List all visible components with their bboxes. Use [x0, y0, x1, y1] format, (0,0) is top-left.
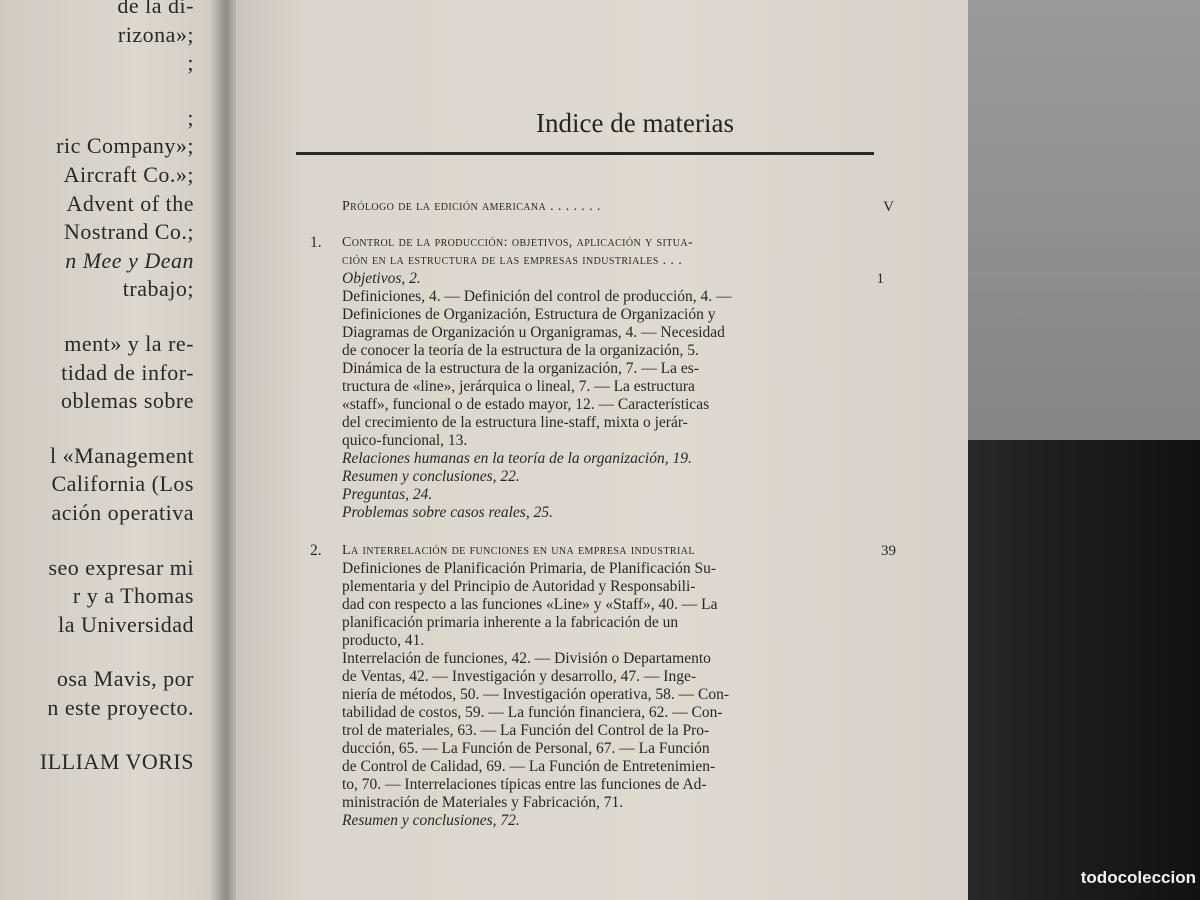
toc-chapter-number: 1. [310, 234, 322, 251]
toc-line: Diagramas de Organización u Organigramas, 4. — Necesidad [342, 324, 725, 341]
toc-line: Control de la producción: objetivos, aplicación y situa- [342, 235, 694, 250]
left-line: ; [187, 50, 194, 76]
left-line [0, 304, 194, 330]
toc-line: Resumen y conclusiones, 72. [342, 812, 520, 829]
toc-page-number: 1 [876, 271, 884, 287]
toc-line: dad con respecto a las funciones «Line» y «Staff», 40. — La [342, 596, 718, 613]
left-line: rizona»; [117, 21, 194, 47]
left-line: Nostrand Co.; [64, 219, 194, 245]
left-line: ación operativa [51, 499, 194, 525]
toc-entry-chapter-1 [310, 234, 884, 522]
toc-line: Problemas sobre casos reales, 25. [342, 504, 553, 521]
toc-line: Definiciones, 4. — Definición del control de producción, 4. — [342, 288, 732, 305]
left-book-page [0, 0, 230, 900]
left-line [0, 416, 194, 442]
toc-page-number: V [883, 199, 894, 215]
toc-line: to, 70. — Interrelaciones típicas entre las funciones de Ad- [342, 776, 707, 793]
toc-line: producto, 41. [342, 632, 425, 649]
toc-line: planificación primaria inherente a la fabricación de un [342, 614, 679, 631]
toc-line: Prólogo de la edición americana . . . . . . . [342, 199, 601, 214]
toc-line: Resumen y conclusiones, 22. [342, 468, 520, 485]
toc-line: ción en la estructura de las empresas industriales . . . [342, 253, 683, 268]
toc-entry-chapter-2 [310, 542, 896, 830]
toc-line: La interrelación de funciones en una empresa industrial [342, 543, 695, 558]
toc-line: ministración de Materiales y Fabricación, 71. [342, 794, 624, 811]
toc-line: Definiciones de Planificación Primaria, de Planificación Su- [342, 560, 717, 577]
left-line: seo expresar mi [48, 554, 194, 580]
toc-line: niería de métodos, 50. — Investigación operativa, 58. — Con- [342, 686, 729, 703]
toc-line: «staff», funcional o de estado mayor, 12. — Características [342, 396, 710, 413]
toc-line: tructura de «line», jerárquica o lineal, 7. — La estructura [342, 378, 695, 395]
grey-card-background [960, 0, 1200, 440]
left-line: r y a Thomas [72, 583, 194, 609]
left-line: ric Company»; [56, 133, 194, 159]
left-page-text [0, 0, 194, 777]
toc-line: de Control de Calidad, 69. — La Función de Entretenimien- [342, 758, 716, 775]
toc-page-number: 39 [881, 543, 896, 559]
left-line: ; [187, 104, 194, 130]
toc-line: de Ventas, 42. — Investigación y desarrollo, 47. — Inge- [342, 668, 696, 685]
left-line: osa Mavis, por [56, 666, 194, 692]
left-line: oblemas sobre [61, 388, 194, 414]
left-line: ment» y la re- [64, 330, 194, 356]
left-line: l «Management [50, 442, 194, 468]
toc-line: Interrelación de funciones, 42. — División o Departamento [342, 650, 711, 667]
left-line [0, 639, 194, 665]
toc-line: Definiciones de Organización, Estructura de Organización y [342, 306, 716, 323]
toc-line: de conocer la teoría de la estructura de la organización, 5. [342, 342, 699, 359]
page-title: Indice de materias [536, 108, 734, 138]
left-line: de la di- [117, 0, 194, 18]
left-line: n este proyecto. [47, 694, 194, 720]
watermark-text: todocoleccion [1080, 868, 1196, 887]
right-book-page [230, 0, 968, 900]
left-line: n Mee y Dean [65, 247, 194, 273]
toc-line: del crecimiento de la estructura line-staff, mixta o jerár- [342, 414, 688, 431]
left-line: Advent of the [66, 190, 194, 216]
left-line: la Universidad [58, 611, 194, 637]
left-line: California (Los [51, 471, 194, 497]
toc-chapter-number: 2. [310, 542, 322, 559]
toc-line: plementaria y del Principio de Autoridad y Responsabili- [342, 578, 696, 595]
toc-line: ducción, 65. — La Función de Personal, 67. — La Función [342, 740, 710, 757]
left-line-author: ILLIAM VORIS [39, 749, 194, 775]
toc-line: tabilidad de costos, 59. — La función financiera, 62. — Con- [342, 704, 723, 721]
toc-line: Preguntas, 24. [342, 486, 433, 503]
toc-line: trol de materiales, 63. — La Función del Control de la Pro- [342, 722, 710, 739]
toc-line: quico-funcional, 13. [342, 432, 468, 449]
left-line [0, 722, 194, 748]
left-line [0, 78, 194, 104]
toc-line: Dinámica de la estructura de la organización, 7. — La es- [342, 360, 699, 377]
book-gutter-shadow [210, 0, 236, 900]
toc-entry-prologue [310, 198, 894, 216]
left-line: Aircraft Co.»; [63, 161, 194, 187]
toc-line: Relaciones humanas en la teoría de la organización, 19. [342, 450, 692, 467]
title-rule [296, 152, 874, 155]
left-line: tidad de infor- [61, 359, 194, 385]
table-of-contents [310, 198, 896, 848]
left-line: trabajo; [122, 276, 194, 302]
toc-line: Objetivos, 2. [342, 270, 421, 287]
left-line [0, 528, 194, 554]
